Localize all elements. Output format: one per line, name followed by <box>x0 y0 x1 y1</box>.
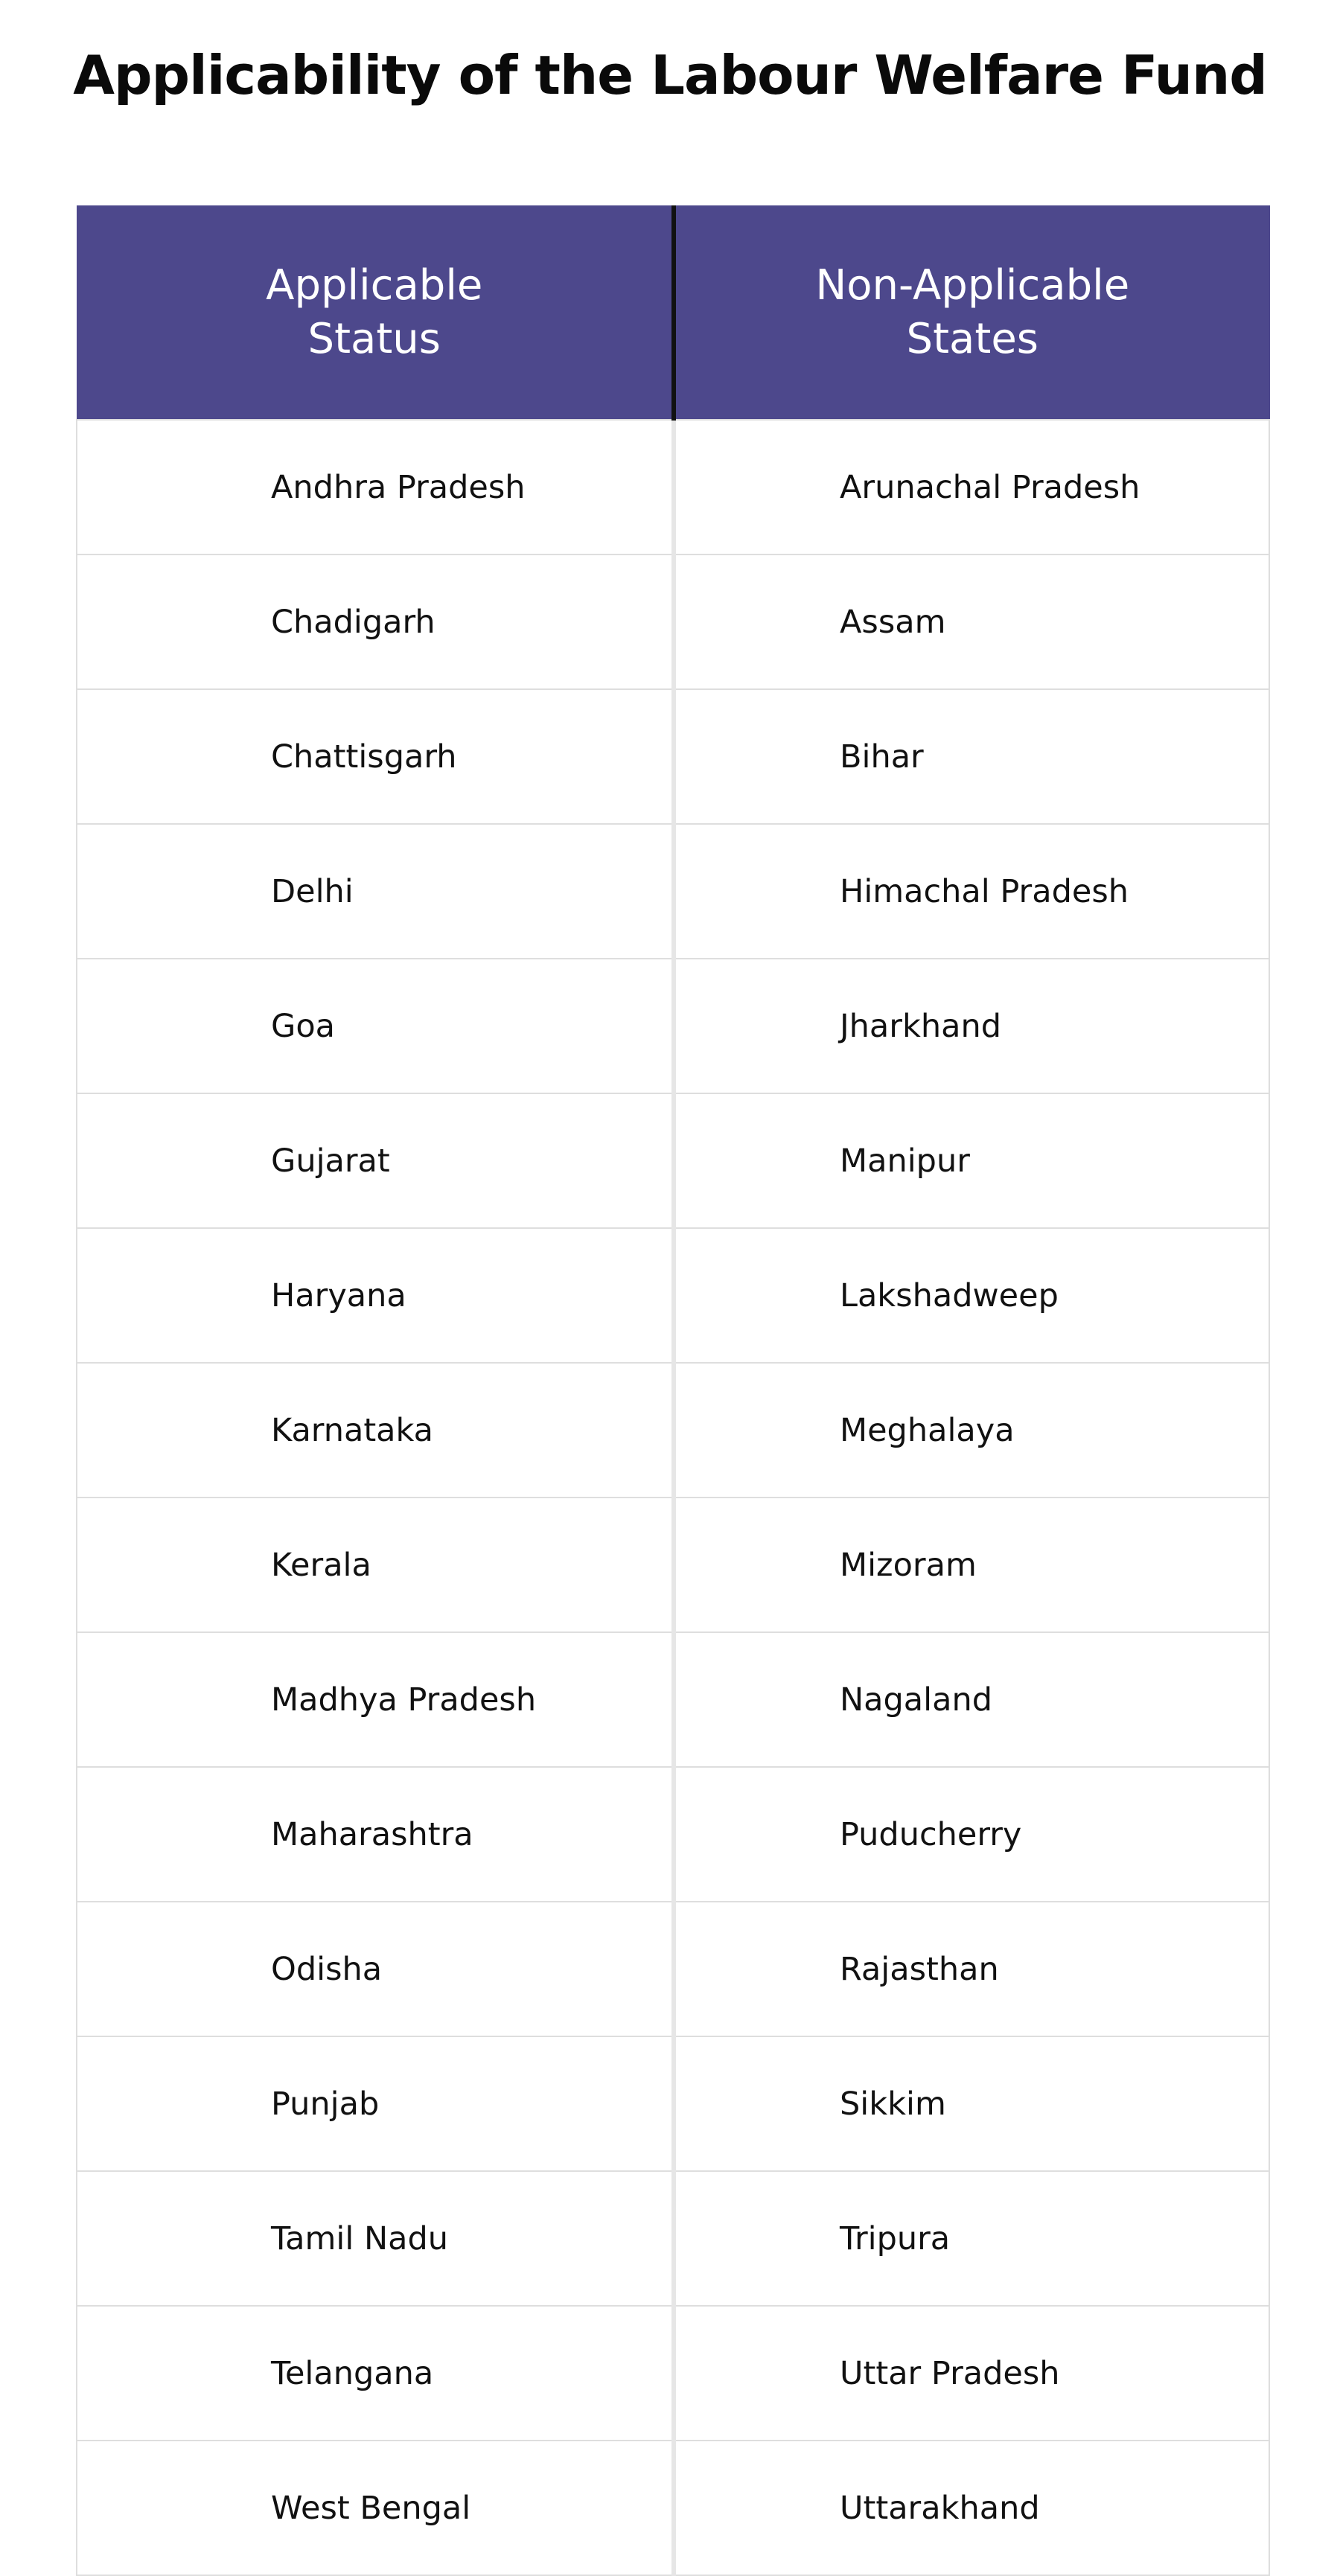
non-applicable-state-cell <box>674 2441 1269 2575</box>
table-row <box>77 420 1269 554</box>
applicable-state-cell <box>77 2171 674 2306</box>
applicable-state-cell <box>77 1902 674 2036</box>
table-row <box>77 959 1269 1093</box>
non-applicable-state-cell <box>674 1632 1269 1767</box>
applicable-state-cell <box>77 824 674 959</box>
applicable-state-cell <box>77 420 674 554</box>
applicable-state-name: Gujarat <box>271 1142 390 1180</box>
non-applicable-state-cell <box>674 1902 1269 2036</box>
table-row <box>77 1093 1269 1228</box>
applicable-state-name: Chattisgarh <box>271 738 457 776</box>
table-row <box>77 2441 1269 2575</box>
table-row <box>77 554 1269 689</box>
header-applicable-line-1: Applicable <box>266 261 483 310</box>
table-row <box>77 1767 1269 1902</box>
non-applicable-state-cell <box>674 420 1269 554</box>
applicable-state-name: Chadigarh <box>271 603 436 641</box>
non-applicable-state-name: Meghalaya <box>840 1411 1015 1449</box>
applicable-state-cell <box>77 1498 674 1632</box>
non-applicable-state-name: Jharkhand <box>840 1007 1002 1045</box>
header-non-applicable-line-1: Non-Applicable <box>815 261 1130 310</box>
applicable-state-cell <box>77 1767 674 1902</box>
header-non-applicable-line-2: States <box>906 315 1038 363</box>
applicable-state-name: Karnataka <box>271 1411 434 1449</box>
applicable-state-cell <box>77 1632 674 1767</box>
applicable-state-name: Odisha <box>271 1950 383 1988</box>
non-applicable-state-name: Sikkim <box>840 2085 946 2123</box>
table-row <box>77 2306 1269 2441</box>
non-applicable-state-cell <box>674 2306 1269 2441</box>
non-applicable-state-cell <box>674 554 1269 689</box>
applicable-state-cell <box>77 1093 674 1228</box>
header-applicable-status <box>77 206 674 421</box>
non-applicable-state-cell <box>674 2171 1269 2306</box>
applicable-state-cell <box>77 959 674 1093</box>
applicable-state-cell <box>77 2441 674 2575</box>
non-applicable-state-cell <box>674 1228 1269 1363</box>
applicable-state-cell <box>77 554 674 689</box>
non-applicable-state-name: Bihar <box>840 738 924 776</box>
non-applicable-state-cell <box>674 1363 1269 1498</box>
non-applicable-state-name: Uttar Pradesh <box>840 2354 1060 2392</box>
table-header <box>77 206 1269 421</box>
table-row <box>77 1498 1269 1632</box>
non-applicable-state-name: Manipur <box>840 1142 970 1180</box>
applicable-state-name: Maharashtra <box>271 1815 473 1853</box>
table-body <box>77 420 1269 2575</box>
header-applicable-line-2: Status <box>307 315 441 363</box>
applicable-state-name: Delhi <box>271 872 354 910</box>
non-applicable-state-name: Puducherry <box>840 1815 1022 1853</box>
non-applicable-state-name: Tripura <box>840 2219 951 2257</box>
non-applicable-state-name: Uttarakhand <box>840 2489 1040 2527</box>
table-row <box>77 689 1269 824</box>
table-row <box>77 1902 1269 2036</box>
applicability-table <box>76 205 1270 2576</box>
applicable-state-name: Tamil Nadu <box>271 2219 449 2257</box>
table-row <box>77 2171 1269 2306</box>
non-applicable-state-cell <box>674 959 1269 1093</box>
applicable-state-cell <box>77 2036 674 2171</box>
table-row <box>77 1228 1269 1363</box>
applicable-state-name: Haryana <box>271 1276 406 1314</box>
applicable-state-name: Punjab <box>271 2085 380 2123</box>
header-row <box>77 206 1269 421</box>
applicable-state-name: West Bengal <box>271 2489 471 2527</box>
table-row <box>77 824 1269 959</box>
applicable-state-cell <box>77 1228 674 1363</box>
non-applicable-state-name: Lakshadweep <box>840 1276 1059 1314</box>
page-title: Applicability of the Labour Welfare Fund <box>73 44 1267 107</box>
applicable-state-cell <box>77 2306 674 2441</box>
non-applicable-state-name: Himachal Pradesh <box>840 872 1129 910</box>
states-table-container <box>76 205 1269 2576</box>
applicable-state-name: Goa <box>271 1007 335 1045</box>
non-applicable-state-cell <box>674 1093 1269 1228</box>
non-applicable-state-cell <box>674 2036 1269 2171</box>
non-applicable-state-cell <box>674 824 1269 959</box>
applicable-state-cell <box>77 689 674 824</box>
applicable-state-cell <box>77 1363 674 1498</box>
applicable-state-name: Kerala <box>271 1546 371 1584</box>
applicable-state-name: Telangana <box>271 2354 434 2392</box>
non-applicable-state-name: Arunachal Pradesh <box>840 468 1140 506</box>
header-non-applicable-states <box>674 206 1269 421</box>
non-applicable-state-name: Mizoram <box>840 1546 977 1584</box>
table-row <box>77 2036 1269 2171</box>
non-applicable-state-cell <box>674 1767 1269 1902</box>
table-row <box>77 1632 1269 1767</box>
non-applicable-state-cell <box>674 1498 1269 1632</box>
applicable-state-name: Madhya Pradesh <box>271 1681 537 1719</box>
non-applicable-state-name: Assam <box>840 603 946 641</box>
non-applicable-state-name: Nagaland <box>840 1681 993 1719</box>
table-row <box>77 1363 1269 1498</box>
non-applicable-state-name: Rajasthan <box>840 1950 999 1988</box>
applicable-state-name: Andhra Pradesh <box>271 468 526 506</box>
non-applicable-state-cell <box>674 689 1269 824</box>
